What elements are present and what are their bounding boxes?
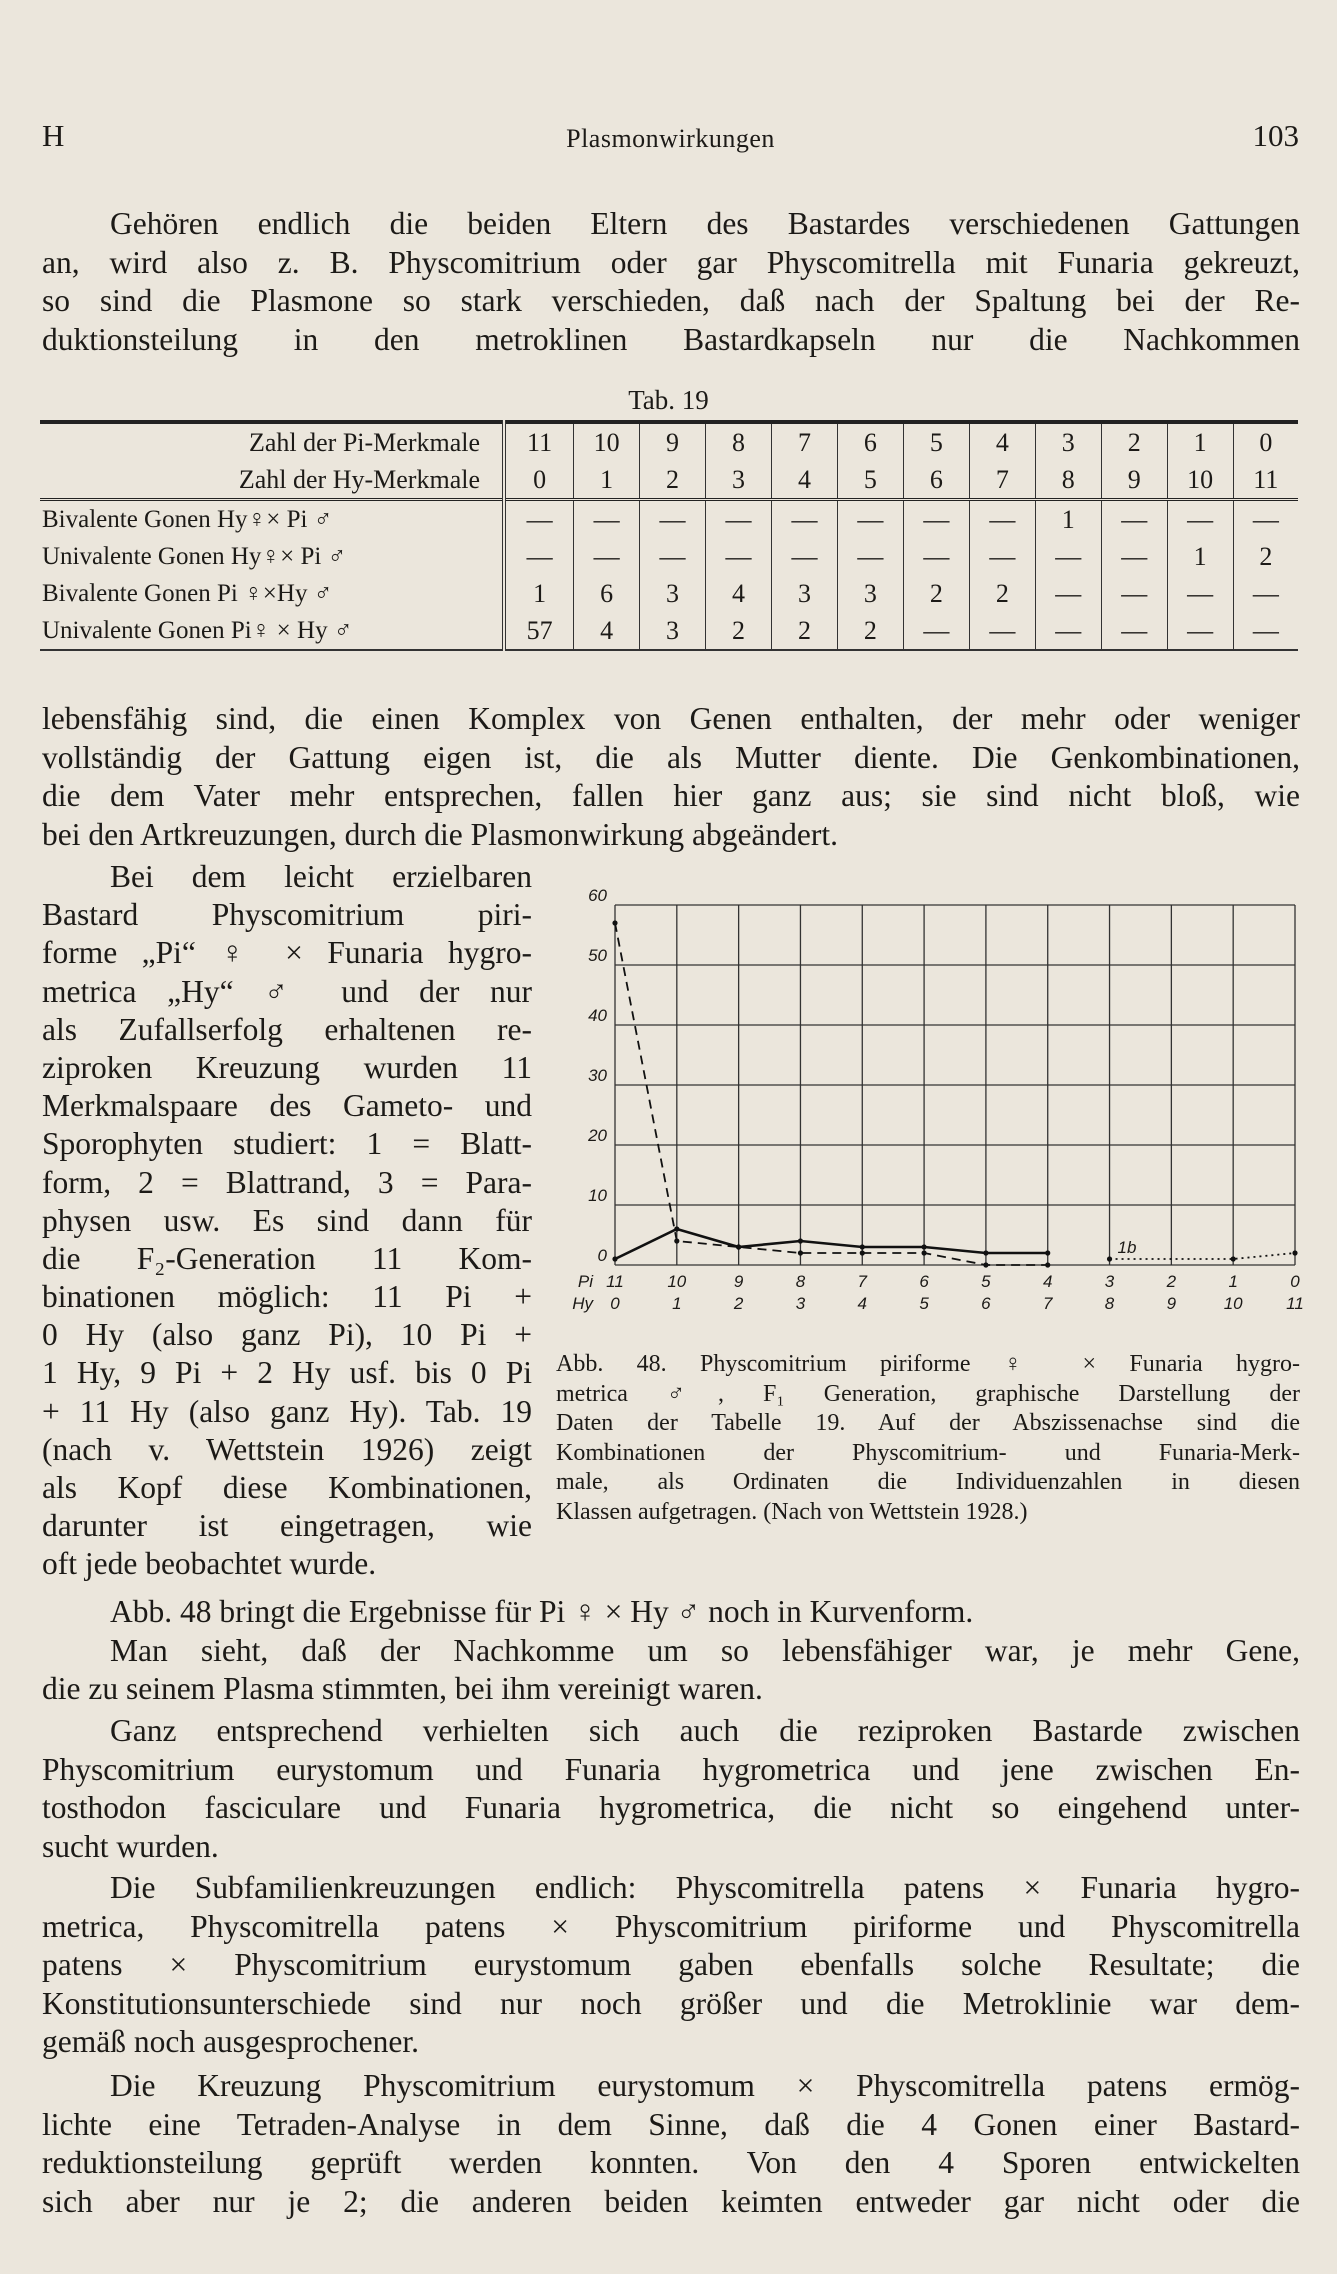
table-cell: 1 <box>574 461 640 500</box>
table-cell: 4 <box>969 422 1035 461</box>
row-label: Bivalente Gonen Hy♀× Pi ♂ <box>40 500 504 539</box>
data-point-dashed <box>921 1250 926 1255</box>
text-line: ziproken Kreuzung wurden 11 <box>42 1049 532 1085</box>
table-cell: 4 <box>771 461 837 500</box>
table-cell: — <box>504 538 574 575</box>
caption-line: Kombinationen der Physcomitrium- und Funaria-Merk- <box>556 1439 1300 1466</box>
table-cell: 2 <box>1233 538 1298 575</box>
table-cell: — <box>1101 500 1167 539</box>
text-line: duktionsteilung in den metroklinen Bastardkapseln nur die Nachkommen <box>42 321 1300 357</box>
text-line: metrica „Hy“ ♂ und der nur <box>42 973 532 1009</box>
table-cell: 0 <box>1233 422 1298 461</box>
x-tick-label-pi: 2 <box>1166 1272 1177 1291</box>
page-number: 103 <box>1252 118 1299 153</box>
table-cell: 7 <box>969 461 1035 500</box>
table-row <box>40 575 1298 612</box>
row-label: Univalente Gonen Pi♀ × Hy ♂ <box>40 612 504 650</box>
text-line: Abb. 48 bringt die Ergebnisse für Pi ♀ × Hy ♂ noch in Kurvenform. <box>110 1594 974 1629</box>
table-cell: — <box>640 500 706 539</box>
text-line: so sind die Plasmone so stark verschieden, daß nach der Spaltung bei der Re- <box>42 283 1300 318</box>
data-point-dotted <box>1107 1256 1112 1261</box>
y-tick-label: 40 <box>588 1006 607 1025</box>
x-tick-label-pi: 0 <box>1290 1272 1300 1291</box>
text-line: vollständig der Gattung eigen ist, die als Mutter diente. Die Genkombinationen, <box>42 739 1300 775</box>
table-header-row <box>40 461 1298 500</box>
left-column-text <box>42 858 532 1584</box>
text-line: die zu seinem Plasma stimmten, bei ihm vereinigt waren. <box>42 1671 763 1706</box>
text-line: als Zufallserfolg erhaltenen re- <box>42 1011 532 1047</box>
data-point-dashed <box>983 1262 988 1267</box>
data-point-dashed <box>612 920 617 925</box>
x-axis-label-pi: Pi <box>577 1272 593 1291</box>
table-cell: — <box>640 538 706 575</box>
x-tick-label-pi: 9 <box>733 1272 744 1291</box>
x-tick-label-hy: 0 <box>610 1294 620 1313</box>
table-cell: — <box>771 538 837 575</box>
table-cell: — <box>574 538 640 575</box>
text-line: an, wird also z. B. Physcomitrium oder gar Physcomitrella mit Funaria gekreuzt, <box>42 244 1300 280</box>
table-cell: 3 <box>640 575 706 612</box>
table-cell: 0 <box>504 461 574 500</box>
y-tick-label: 50 <box>588 946 607 965</box>
text-line: sucht wurden. <box>42 1828 219 1864</box>
y-tick-label: 20 <box>588 1126 607 1145</box>
series-line-dotted <box>1110 1253 1295 1259</box>
x-tick-label-hy: 11 <box>1286 1294 1304 1313</box>
text-line: 0 Hy (also ganz Pi), 10 Pi + <box>42 1317 532 1353</box>
text-line: form, 2 = Blattrand, 3 = Para- <box>42 1164 532 1200</box>
data-point-solid <box>921 1244 926 1249</box>
table-cell: — <box>837 500 903 539</box>
data-point-dashed <box>860 1250 865 1255</box>
header-title: Plasmonwirkungen <box>566 124 775 153</box>
table-cell: 4 <box>574 612 640 650</box>
x-tick-label-hy: 6 <box>981 1294 991 1313</box>
x-tick-label-hy: 10 <box>1223 1294 1243 1313</box>
data-point-solid <box>798 1238 803 1243</box>
table-row <box>40 500 1298 539</box>
text-line: Physcomitrium eurystomum und Funaria hygrometrica und jene zwischen En- <box>42 1751 1300 1787</box>
table-cell: 7 <box>771 422 837 461</box>
table-cell: — <box>903 500 969 539</box>
table-row <box>40 538 1298 575</box>
x-tick-label-hy: 5 <box>919 1294 929 1313</box>
text-line: Gehören endlich die beiden Eltern des Bastardes verschiedenen Gattungen <box>110 206 1300 241</box>
x-tick-label-pi: 4 <box>1042 1272 1053 1291</box>
data-point-solid <box>674 1226 679 1231</box>
table-cell: 6 <box>837 422 903 461</box>
table-cell: 5 <box>903 422 969 461</box>
text-line: lebensfähig sind, die einen Komplex von Genen enthalten, der mehr oder weniger <box>42 701 1300 736</box>
data-point-solid <box>983 1250 988 1255</box>
table-cell: 5 <box>837 461 903 500</box>
table-cell: 3 <box>1035 422 1101 461</box>
table-cell: 1 <box>1035 500 1101 539</box>
table-cell: 6 <box>574 575 640 612</box>
data-point-solid <box>612 1256 617 1261</box>
table-cell: 2 <box>969 575 1035 612</box>
text-line: Merkmalspaare des Gameto- und <box>42 1088 532 1124</box>
table-cell: 8 <box>706 422 772 461</box>
data-point-solid <box>1045 1250 1050 1255</box>
text-line: gemäß noch ausgesprochener. <box>42 2024 419 2059</box>
table-cell: — <box>837 538 903 575</box>
y-tick-label: 10 <box>588 1186 607 1205</box>
text-line: binationen möglich: 11 Pi + <box>42 1279 532 1315</box>
table-cell: — <box>1035 538 1101 575</box>
x-tick-label-hy: 8 <box>1104 1294 1115 1313</box>
table-cell: — <box>1233 575 1298 612</box>
caption-line: Abb. 48. Physcomitrium piriforme ♀ × Funaria hygro- <box>556 1351 1300 1377</box>
paragraph-2 <box>42 700 1300 854</box>
paragraph-5 <box>42 1869 1300 2062</box>
row-label: Zahl der Pi-Merkmale <box>40 422 504 461</box>
text-line: oft jede beobachtet wurde. <box>42 1546 377 1582</box>
figure-48-chart <box>545 880 1315 1320</box>
row-label: Bivalente Gonen Pi ♀×Hy ♂ <box>42 579 333 607</box>
table-cell: 3 <box>706 461 772 500</box>
text-line: Man sieht, daß der Nachkomme um so lebensfähiger war, je mehr Gene, <box>110 1632 1300 1668</box>
table-cell: 11 <box>504 422 574 461</box>
x-tick-label-hy: 3 <box>795 1294 806 1313</box>
table-cell: — <box>1101 575 1167 612</box>
header-section-letter: H <box>42 118 65 153</box>
x-tick-label-hy: 7 <box>1042 1294 1053 1313</box>
text-line: (nach v. Wettstein 1926) zeigt <box>42 1431 532 1467</box>
x-tick-label-hy: 1 <box>672 1294 682 1313</box>
data-point-dashed <box>736 1244 741 1249</box>
table-cell: — <box>1167 575 1233 612</box>
paragraph-6 <box>42 2067 1300 2221</box>
text-line: Sporophyten studiert: 1 = Blatt- <box>42 1126 532 1162</box>
text-line: physen usw. Es sind dann für <box>42 1202 532 1238</box>
x-tick-label-pi: 5 <box>981 1272 991 1291</box>
table-cell: 3 <box>837 575 903 612</box>
x-tick-label-pi: 10 <box>667 1272 687 1291</box>
text-line: sich aber nur je 2; die anderen beiden keimten entweder gar nicht oder die <box>42 2183 1300 2219</box>
x-tick-label-pi: 8 <box>795 1272 806 1291</box>
table-cell: — <box>574 500 640 539</box>
table-cell: 57 <box>504 612 574 650</box>
paragraph-3 <box>42 1593 1300 1709</box>
table-cell: 2 <box>706 612 772 650</box>
table-cell: 2 <box>837 612 903 650</box>
caption-line: Daten der Tabelle 19. Auf der Abszissenachse sind die <box>556 1410 1300 1436</box>
table-cell: 6 <box>903 461 969 500</box>
table-cell: 9 <box>640 422 706 461</box>
table-cell: — <box>969 538 1035 575</box>
table-cell: — <box>969 612 1035 650</box>
table-cell: — <box>1167 612 1233 650</box>
text-line: metrica, Physcomitrella patens × Physcomitrium piriforme und Physcomitrella <box>42 1908 1300 1944</box>
table-cell: — <box>1233 612 1298 650</box>
text-line: Konstitutionsunterschiede sind nur noch größer und die Metroklinie war dem- <box>42 1985 1300 2021</box>
table-cell: 8 <box>1035 461 1101 500</box>
text-line: forme „Pi“ ♀ × Funaria hygro- <box>42 935 532 971</box>
table-cell: 10 <box>1167 461 1233 500</box>
table-cell: — <box>1167 500 1233 539</box>
row-label: Univalente Gonen Hy♀× Pi ♂ <box>42 542 347 570</box>
table-cell: 11 <box>1233 461 1298 500</box>
text-line: lichte eine Tetraden-Analyse in dem Sinne, daß die 4 Gonen einer Bastard- <box>42 2106 1300 2142</box>
data-point-dashed <box>674 1238 679 1243</box>
text-line: tosthodon fasciculare und Funaria hygrometrica, die nicht so eingehend unter- <box>42 1790 1300 1825</box>
text-line: reduktionsteilung geprüft werden konnten. Von den 4 Sporen entwickelten <box>42 2145 1300 2180</box>
caption-line: male, als Ordinaten die Individuenzahlen in diesen <box>556 1469 1300 1495</box>
text-line: + 11 Hy (also ganz Hy). Tab. 19 <box>42 1393 532 1429</box>
x-tick-label-hy: 9 <box>1166 1294 1177 1313</box>
paragraph-1 <box>42 205 1300 359</box>
y-tick-label: 30 <box>588 1066 607 1085</box>
table-header-row <box>40 422 1298 461</box>
table-cell: 10 <box>574 422 640 461</box>
table-cell: 3 <box>771 575 837 612</box>
text-line: patens × Physcomitrium eurystomum gaben ebenfalls solche Resultate; die <box>42 1947 1300 1982</box>
x-axis-label-hy: Hy <box>572 1294 593 1313</box>
table-cell: — <box>706 500 772 539</box>
table-cell: — <box>706 538 772 575</box>
table-cell: — <box>1035 612 1101 650</box>
table-cell: 9 <box>1101 461 1167 500</box>
series-line-dashed <box>615 923 1048 1265</box>
table-cell: — <box>903 538 969 575</box>
x-tick-label-hy: 2 <box>733 1294 744 1313</box>
paragraph-4 <box>42 1712 1300 1866</box>
text-line: Bastard Physcomitrium piri- <box>42 897 532 933</box>
text-line: bei den Artkreuzungen, durch die Plasmonwirkung abgeändert. <box>42 816 839 852</box>
row-label: Zahl der Hy-Merkmale <box>238 464 480 494</box>
table-cell: — <box>903 612 969 650</box>
x-tick-label-pi: 3 <box>1104 1272 1115 1291</box>
series-line-solid <box>615 1229 1048 1259</box>
table-19 <box>40 420 1298 651</box>
data-point-dashed <box>1045 1262 1050 1267</box>
table-cell: 2 <box>1101 422 1167 461</box>
table-cell: 1 <box>1167 422 1233 461</box>
table-cell: 3 <box>640 612 706 650</box>
text-line: die dem Vater mehr entsprechen, fallen hier ganz aus; sie sind nicht bloß, wie <box>42 778 1300 813</box>
table-cell: — <box>1233 500 1298 539</box>
table-title: Tab. 19 <box>628 385 709 415</box>
table-cell: 1 <box>504 575 574 612</box>
table-cell: — <box>771 500 837 539</box>
table-cell: — <box>504 500 574 539</box>
data-point-dashed <box>798 1250 803 1255</box>
text-line: darunter ist eingetragen, wie <box>42 1508 532 1544</box>
table-cell: 4 <box>706 575 772 612</box>
x-tick-label-pi: 1 <box>1228 1272 1238 1291</box>
chart-annotation: 1b <box>1117 1238 1137 1257</box>
x-tick-label-pi: 11 <box>606 1272 624 1291</box>
table-row <box>40 612 1298 650</box>
table-cell: — <box>1101 538 1167 575</box>
y-tick-label: 0 <box>597 1246 607 1265</box>
text-line: 1 Hy, 9 Pi + 2 Hy usf. bis 0 Pi <box>42 1355 532 1391</box>
table-cell: 2 <box>903 575 969 612</box>
data-point-solid <box>860 1244 865 1249</box>
table-cell: — <box>1101 612 1167 650</box>
text-line: die F₂-Generation 11 Kom- <box>42 1240 532 1276</box>
figure-caption <box>556 1350 1300 1527</box>
running-header <box>42 118 1299 162</box>
table-cell: 2 <box>640 461 706 500</box>
x-tick-label-pi: 6 <box>919 1272 929 1291</box>
x-tick-label-pi: 7 <box>857 1272 868 1291</box>
table-cell: — <box>969 500 1035 539</box>
table-cell: 2 <box>771 612 837 650</box>
text-line: Die Subfamilienkreuzungen endlich: Physcomitrella patens × Funaria hygro- <box>110 1870 1300 1905</box>
text-line: Die Kreuzung Physcomitrium eurystomum × Physcomitrella patens ermög- <box>110 2068 1300 2103</box>
caption-line: Klassen aufgetragen. (Nach von Wettstein 1928.) <box>556 1498 1028 1525</box>
table-cell: 1 <box>1167 538 1233 575</box>
data-point-dotted <box>1231 1256 1236 1261</box>
text-line: als Kopf diese Kombinationen, <box>42 1470 532 1505</box>
caption-line: metrica ♂, F₁ Generation, graphische Darstellung der <box>556 1380 1300 1407</box>
text-line: Bei dem leicht erzielbaren <box>110 859 532 894</box>
x-tick-label-hy: 4 <box>857 1294 868 1313</box>
y-tick-label: 60 <box>588 886 607 905</box>
data-point-dotted <box>1292 1250 1297 1255</box>
table-cell: — <box>1035 575 1101 612</box>
text-line: Ganz entsprechend verhielten sich auch die reziproken Bastarde zwischen <box>110 1713 1300 1748</box>
